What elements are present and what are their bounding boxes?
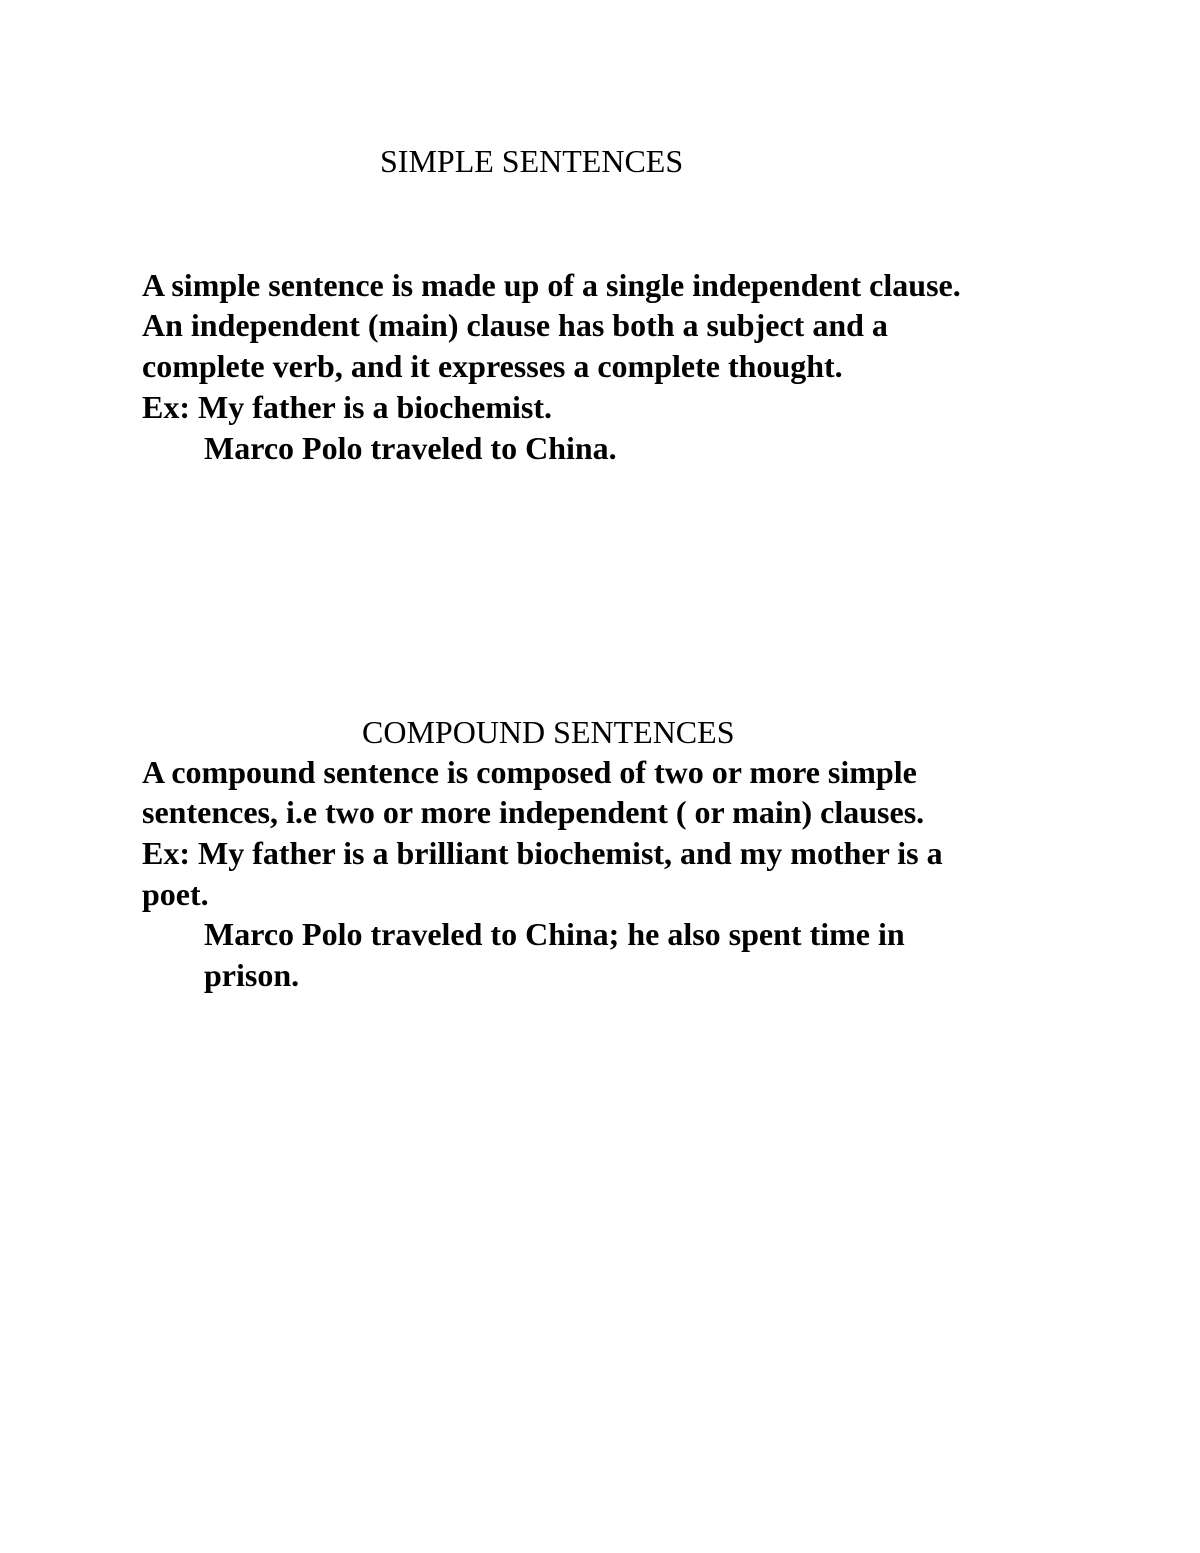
compound-example-prefix: Ex: — [142, 835, 190, 871]
compound-sentences-heading: COMPOUND SENTENCES — [362, 714, 735, 750]
simple-definition-line-3: complete verb, and it expresses a complete thought. — [142, 348, 843, 384]
compound-example-1-line-1 — [142, 833, 943, 873]
compound-definition-line-1: A compound sentence is composed of two or more simple — [142, 754, 917, 790]
compound-example-2-line-2: prison. — [204, 957, 300, 993]
simple-sentences-heading: SIMPLE SENTENCES — [380, 143, 684, 179]
simple-example-prefix: Ex: — [142, 389, 190, 425]
compound-example-1-text: My father is a brilliant biochemist, and my mother is a — [198, 835, 943, 871]
simple-example-1-text: My father is a biochemist. — [198, 389, 553, 425]
simple-example-2: Marco Polo traveled to China. — [204, 430, 617, 466]
compound-definition-line-2: sentences, i.e two or more independent ( or main) clauses. — [142, 794, 925, 830]
compound-example-1-line-2: poet. — [142, 876, 209, 912]
simple-example-1 — [142, 387, 552, 427]
simple-definition-line-2: An independent (main) clause has both a subject and a — [142, 307, 888, 343]
compound-example-2-line-1: Marco Polo traveled to China; he also spent time in — [204, 916, 905, 952]
simple-definition-line-1: A simple sentence is made up of a single independent clause. — [142, 267, 961, 303]
